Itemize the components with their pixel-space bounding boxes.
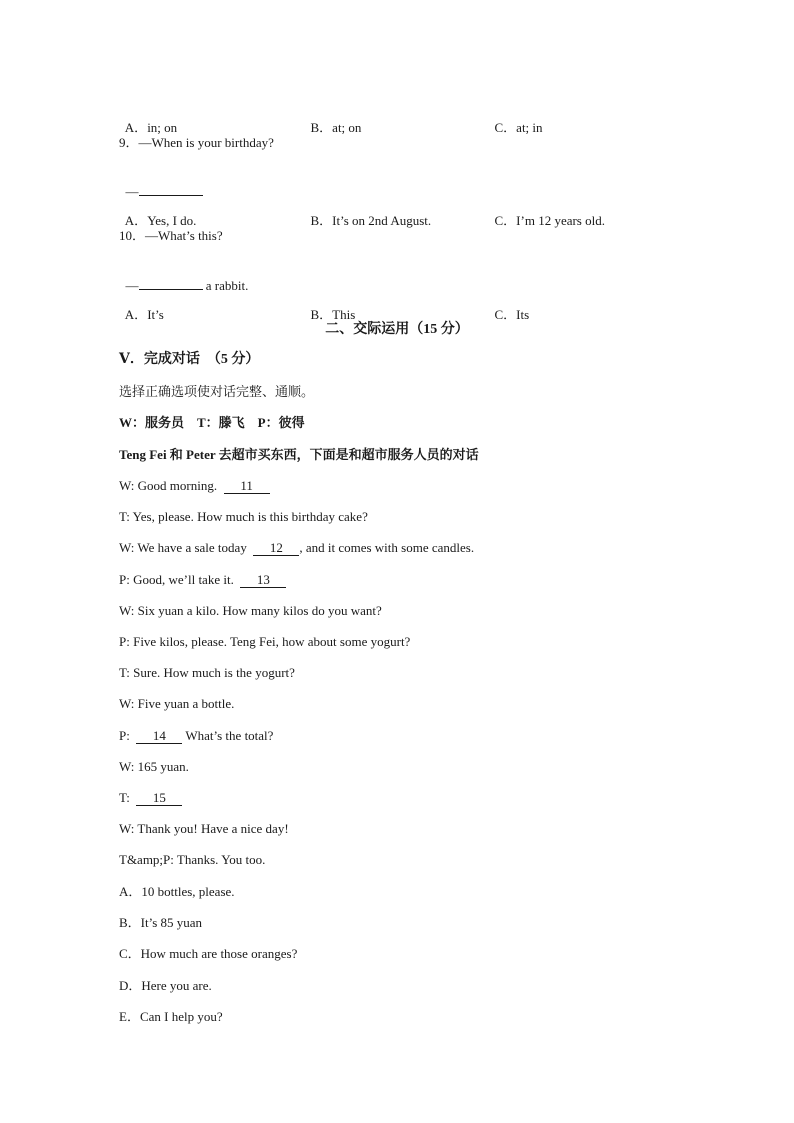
option-text: It’s 85 yuan bbox=[140, 915, 203, 930]
q8-option-c bbox=[488, 104, 543, 136]
dialogue-line bbox=[119, 603, 382, 619]
dialogue-line bbox=[119, 665, 295, 681]
option-text: in; on bbox=[147, 120, 178, 135]
option-text: Can I help you? bbox=[139, 1009, 223, 1024]
option-letter: B． bbox=[310, 213, 333, 228]
q8-option-b bbox=[304, 104, 361, 136]
dialogue-text: T: Sure. How much is the yogurt? bbox=[119, 665, 295, 680]
q9-option-b bbox=[304, 197, 431, 229]
answer-dash: — bbox=[125, 278, 139, 293]
q9-option-a bbox=[119, 197, 196, 229]
section-instruction: 选择正确选项使对话完整、通顺。 bbox=[119, 384, 315, 399]
option-letter: C． bbox=[494, 307, 517, 322]
choice-option bbox=[119, 1009, 223, 1025]
dialogue-text: W: Six yuan a kilo. How many kilos do you want? bbox=[119, 603, 382, 618]
option-text: at; on bbox=[332, 120, 362, 135]
option-letter: B． bbox=[310, 120, 333, 135]
option-letter: B． bbox=[119, 915, 141, 930]
numbered-blank: 13 bbox=[240, 573, 286, 588]
option-text: 10 bottles, please. bbox=[141, 884, 235, 899]
dialogue-line bbox=[119, 572, 286, 588]
dialogue-text-after: What’s the total? bbox=[182, 728, 274, 743]
numbered-blank: 14 bbox=[136, 729, 182, 744]
option-text: Yes, I do. bbox=[147, 213, 197, 228]
numbered-blank: 15 bbox=[136, 791, 182, 806]
q9-answer-line bbox=[119, 166, 203, 200]
dialogue-text: W: Five yuan a bottle. bbox=[119, 696, 235, 711]
option-letter: C． bbox=[119, 946, 141, 961]
dialogue-text: W: We have a sale today bbox=[119, 540, 251, 555]
dialogue-line bbox=[119, 509, 368, 525]
q10-stem: 10．—What’s this? bbox=[119, 228, 223, 243]
option-text: How much are those oranges? bbox=[140, 946, 298, 961]
option-letter: C． bbox=[494, 213, 517, 228]
dialogue-text: W: 165 yuan. bbox=[119, 759, 189, 774]
q10-option-c bbox=[488, 291, 529, 323]
role-list: W：服务员 T：滕飞 P：彼得 bbox=[119, 415, 305, 430]
dialogue-text: P: bbox=[119, 728, 134, 743]
answer-blank bbox=[139, 182, 203, 196]
q10-option-a bbox=[119, 291, 164, 323]
option-text: Its bbox=[516, 307, 530, 322]
q9-option-c bbox=[488, 197, 605, 229]
option-letter: A． bbox=[124, 307, 148, 322]
option-letter: C． bbox=[494, 120, 517, 135]
option-text: I’m 12 years old. bbox=[516, 213, 605, 228]
dialogue-line bbox=[119, 728, 273, 744]
option-text: It’s on 2nd August. bbox=[332, 213, 432, 228]
q8-option-a bbox=[119, 104, 177, 136]
dialogue-line bbox=[119, 759, 189, 775]
choice-option bbox=[119, 978, 212, 994]
option-letter: A． bbox=[119, 884, 142, 899]
option-letter: E． bbox=[119, 1009, 140, 1024]
dialogue-line bbox=[119, 696, 234, 712]
dialogue-line bbox=[119, 478, 270, 494]
option-text: This bbox=[332, 307, 356, 322]
option-letter: A． bbox=[124, 120, 148, 135]
option-letter: A． bbox=[124, 213, 148, 228]
answer-suffix: a rabbit. bbox=[202, 278, 249, 293]
dialogue-line bbox=[119, 634, 410, 650]
answer-blank bbox=[139, 276, 203, 290]
q9-stem: 9．—When is your birthday? bbox=[119, 135, 274, 150]
option-text: It’s bbox=[147, 307, 164, 322]
section-title: Ⅴ．完成对话 （5 分） bbox=[119, 352, 260, 367]
dialogue-text: P: Good, we’ll take it. bbox=[119, 572, 238, 587]
part-heading: 二、交际运用（15 分） bbox=[325, 322, 469, 337]
dialogue-text: T: Yes, please. How much is this birthday cake? bbox=[119, 509, 368, 524]
dialogue-text-after: , and it comes with some candles. bbox=[299, 540, 475, 555]
option-letter: B． bbox=[310, 307, 333, 322]
option-text: Here you are. bbox=[141, 978, 212, 993]
numbered-blank: 11 bbox=[224, 479, 270, 494]
dialogue-context: Teng Fei 和 Peter 去超市买东西，下面是和超市服务人员的对话 bbox=[119, 447, 479, 462]
q10-answer-line bbox=[119, 260, 248, 294]
dialogue-text: T&amp;P: Thanks. You too. bbox=[119, 852, 266, 867]
answer-dash: — bbox=[125, 184, 139, 199]
dialogue-line bbox=[119, 852, 265, 868]
numbered-blank: 12 bbox=[253, 541, 299, 556]
choice-option bbox=[119, 884, 235, 900]
dialogue-text: W: Good morning. bbox=[119, 478, 221, 493]
dialogue-text: T: bbox=[119, 790, 134, 805]
dialogue-line bbox=[119, 790, 182, 806]
option-letter: D． bbox=[119, 978, 142, 993]
dialogue-text: W: Thank you! Have a nice day! bbox=[119, 821, 289, 836]
choice-option bbox=[119, 915, 202, 931]
q10-option-b bbox=[304, 291, 355, 323]
dialogue-text: P: Five kilos, please. Teng Fei, how about some yogurt? bbox=[119, 634, 411, 649]
choice-option bbox=[119, 946, 297, 962]
dialogue-line bbox=[119, 821, 289, 837]
option-text: at; in bbox=[516, 120, 543, 135]
dialogue-line bbox=[119, 540, 474, 556]
